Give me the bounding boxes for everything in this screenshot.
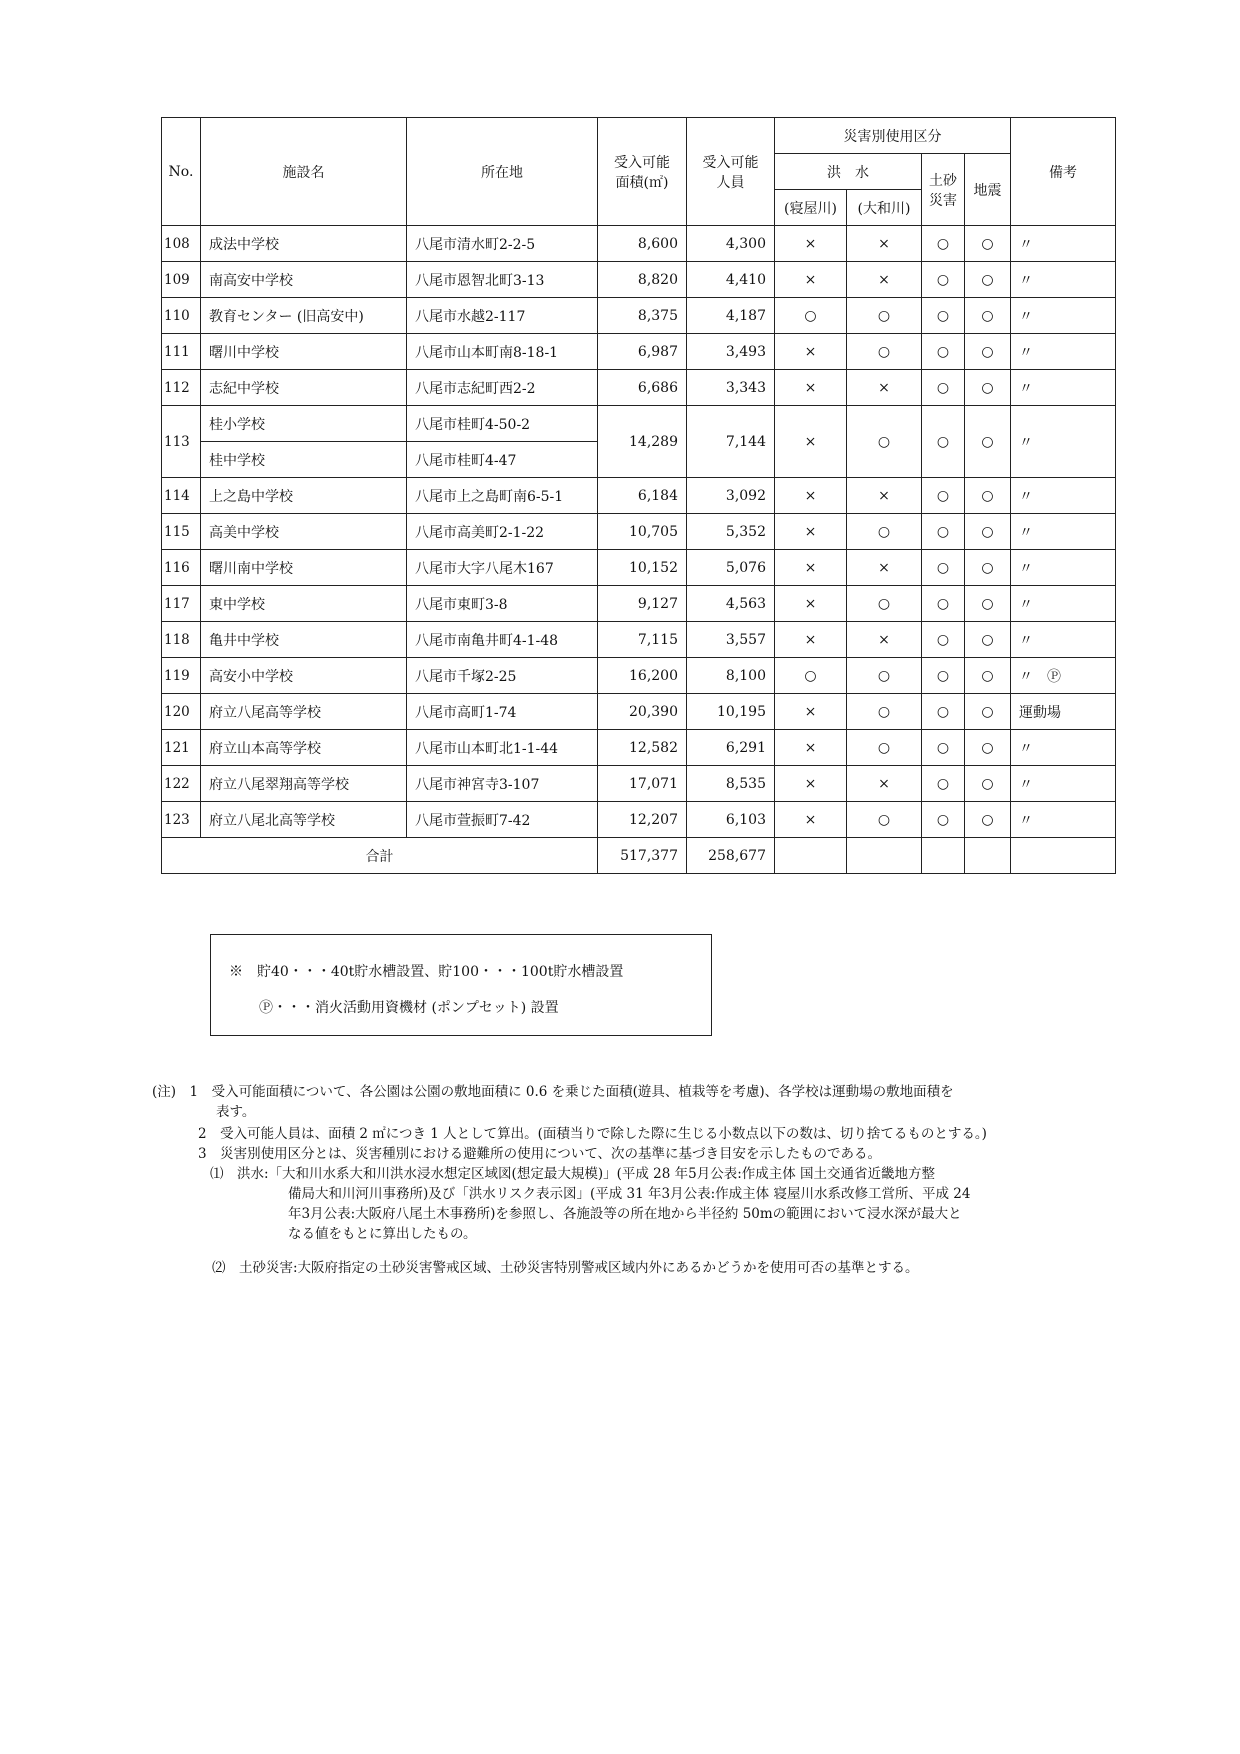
- col-area-line1: 受入可能: [614, 154, 670, 171]
- cell-remarks: 〃: [1011, 298, 1116, 334]
- cell-no: 110: [162, 298, 201, 334]
- cell-area: 16,200: [598, 658, 687, 694]
- cell-flood-neyagawa: ×: [775, 730, 847, 766]
- total-empty: [922, 838, 965, 874]
- table-row: [162, 226, 1116, 262]
- table-row: [162, 406, 1116, 442]
- cell-name: 高美中学校: [201, 514, 407, 550]
- cell-people: 3,557: [687, 622, 775, 658]
- cell-name: 府立八尾北高等学校: [201, 802, 407, 838]
- cell-flood-neyagawa: ×: [775, 766, 847, 802]
- cell-landslide: ○: [922, 334, 965, 370]
- cell-remarks: 運動場: [1011, 694, 1116, 730]
- note-3-1a: ⑴ 洪水:「大和川水系大和川洪水浸水想定区域図(想定最大規模)」(平成 28 年5月公表:作成主体 国土交通省近畿地方整: [210, 1166, 936, 1182]
- table-row: [162, 658, 1116, 694]
- table-row: [162, 550, 1116, 586]
- cell-area: 17,071: [598, 766, 687, 802]
- cell-earthquake: ○: [965, 802, 1011, 838]
- cell-landslide: ○: [922, 262, 965, 298]
- col-flood: 洪 水: [775, 154, 922, 190]
- table-row: [162, 802, 1116, 838]
- cell-address: 八尾市清水町2-2-5: [407, 226, 598, 262]
- cell-flood-yamato: ×: [847, 478, 922, 514]
- cell-earthquake: ○: [965, 586, 1011, 622]
- cell-flood-yamato: ×: [847, 766, 922, 802]
- cell-flood-neyagawa: ×: [775, 334, 847, 370]
- cell-flood-yamato: ○: [847, 730, 922, 766]
- col-river-neyagawa: (寝屋川): [775, 190, 847, 226]
- cell-no: 119: [162, 658, 201, 694]
- col-disaster: 災害別使用区分: [775, 118, 1011, 154]
- cell-name: 府立八尾高等学校: [201, 694, 407, 730]
- col-people-line1: 受入可能: [702, 154, 759, 171]
- cell-flood-yamato: ○: [847, 658, 922, 694]
- cell-landslide: ○: [922, 730, 965, 766]
- cell-flood-yamato: ○: [847, 514, 922, 550]
- cell-address: 八尾市上之島町南6-5-1: [407, 478, 598, 514]
- cell-earthquake: ○: [965, 550, 1011, 586]
- cell-flood-neyagawa: ○: [775, 298, 847, 334]
- col-people-line2: 人員: [716, 174, 745, 191]
- col-people: [687, 118, 775, 226]
- cell-no: 122: [162, 766, 201, 802]
- cell-remarks: 〃: [1011, 514, 1116, 550]
- cell-people: 6,103: [687, 802, 775, 838]
- table-header: [162, 118, 1116, 226]
- cell-flood-neyagawa: ×: [775, 694, 847, 730]
- cell-flood-yamato: ×: [847, 226, 922, 262]
- cell-address: 八尾市志紀町西2-2: [407, 370, 598, 406]
- cell-flood-neyagawa: ×: [775, 514, 847, 550]
- cell-earthquake: ○: [965, 298, 1011, 334]
- col-landslide-line2: 災害: [929, 192, 957, 209]
- cell-flood-neyagawa: ×: [775, 550, 847, 586]
- cell-address: 八尾市大字八尾木167: [407, 550, 598, 586]
- cell-area: 6,686: [598, 370, 687, 406]
- cell-people: 4,300: [687, 226, 775, 262]
- cell-earthquake: ○: [965, 622, 1011, 658]
- cell-flood-yamato: ○: [847, 334, 922, 370]
- table-row: [162, 730, 1116, 766]
- cell-name: 府立八尾翠翔高等学校: [201, 766, 407, 802]
- table-row: [162, 370, 1116, 406]
- cell-flood-neyagawa: ×: [775, 586, 847, 622]
- cell-name: 東中学校: [201, 586, 407, 622]
- cell-no: 115: [162, 514, 201, 550]
- table-row: [162, 334, 1116, 370]
- cell-no: 117: [162, 586, 201, 622]
- cell-earthquake: ○: [965, 766, 1011, 802]
- cell-people: 3,092: [687, 478, 775, 514]
- cell-name: 曙川南中学校: [201, 550, 407, 586]
- cell-address: 八尾市千塚2-25: [407, 658, 598, 694]
- table-row: [162, 298, 1116, 334]
- cell-remarks: 〃: [1011, 802, 1116, 838]
- table-body-a: [162, 226, 1116, 406]
- table-row: [162, 622, 1116, 658]
- cell-no: 112: [162, 370, 201, 406]
- cell-area: 12,207: [598, 802, 687, 838]
- cell-address: 八尾市高美町2-1-22: [407, 514, 598, 550]
- cell-area: 7,115: [598, 622, 687, 658]
- col-address: 所在地: [407, 118, 598, 226]
- cell-landslide: ○: [922, 550, 965, 586]
- cell-flood-neyagawa: ×: [775, 370, 847, 406]
- cell-address: 八尾市桂町4-47: [407, 442, 598, 478]
- shelter-table: [161, 117, 1116, 874]
- cell-people: 4,187: [687, 298, 775, 334]
- cell-earthquake: ○: [965, 694, 1011, 730]
- cell-address: 八尾市南亀井町4-1-48: [407, 622, 598, 658]
- total-people: 258,677: [687, 838, 775, 874]
- note-3: 3 災害別使用区分とは、災害種別における避難所の使用について、次の基準に基づき目安を示したものである。: [198, 1146, 882, 1162]
- cell-name: 上之島中学校: [201, 478, 407, 514]
- col-area: [598, 118, 687, 226]
- table-total: [162, 838, 1116, 874]
- table-row: [162, 586, 1116, 622]
- cell-flood-yamato: ×: [847, 370, 922, 406]
- cell-name: 曙川中学校: [201, 334, 407, 370]
- cell-people: 3,343: [687, 370, 775, 406]
- table-row: [162, 694, 1116, 730]
- cell-remarks: 〃: [1011, 766, 1116, 802]
- total-area: 517,377: [598, 838, 687, 874]
- cell-area: 14,289: [598, 406, 687, 478]
- note-1b: 表す。: [216, 1104, 256, 1120]
- cell-address: 八尾市恩智北町3-13: [407, 262, 598, 298]
- table-row: [162, 766, 1116, 802]
- cell-earthquake: ○: [965, 370, 1011, 406]
- table-body-b: [162, 478, 1116, 838]
- col-landslide: [922, 154, 965, 226]
- cell-people: 4,410: [687, 262, 775, 298]
- cell-area: 8,820: [598, 262, 687, 298]
- cell-name: 成法中学校: [201, 226, 407, 262]
- note-1a: (注) 1 受入可能面積について、各公園は公園の敷地面積に 0.6 を乗じた面積(遊具、植栽等を考慮)、各学校は運動場の敷地面積を: [152, 1084, 954, 1100]
- cell-address: 八尾市東町3-8: [407, 586, 598, 622]
- cell-earthquake: ○: [965, 514, 1011, 550]
- col-no: No.: [162, 118, 201, 226]
- cell-no: 121: [162, 730, 201, 766]
- total-empty: [775, 838, 847, 874]
- cell-people: 10,195: [687, 694, 775, 730]
- cell-no: 123: [162, 802, 201, 838]
- cell-address: 八尾市山本町南8-18-1: [407, 334, 598, 370]
- cell-landslide: ○: [922, 658, 965, 694]
- cell-remarks: 〃: [1011, 370, 1116, 406]
- cell-no: 113: [162, 406, 201, 478]
- cell-address: 八尾市山本町北1-1-44: [407, 730, 598, 766]
- cell-area: 10,705: [598, 514, 687, 550]
- cell-flood-yamato: ×: [847, 550, 922, 586]
- cell-people: 8,100: [687, 658, 775, 694]
- cell-people: 5,076: [687, 550, 775, 586]
- table-row: [162, 478, 1116, 514]
- cell-flood-neyagawa: ×: [775, 226, 847, 262]
- total-row: [162, 838, 1116, 874]
- col-landslide-line1: 土砂: [929, 172, 957, 189]
- cell-earthquake: ○: [965, 658, 1011, 694]
- table-row: [162, 514, 1116, 550]
- cell-remarks: 〃: [1011, 478, 1116, 514]
- cell-remarks: 〃: [1011, 586, 1116, 622]
- cell-name: 亀井中学校: [201, 622, 407, 658]
- cell-landslide: ○: [922, 406, 965, 478]
- cell-name: 高安小中学校: [201, 658, 407, 694]
- cell-address: 八尾市神宮寺3-107: [407, 766, 598, 802]
- cell-area: 6,184: [598, 478, 687, 514]
- cell-flood-neyagawa: ×: [775, 406, 847, 478]
- cell-landslide: ○: [922, 586, 965, 622]
- cell-no: 109: [162, 262, 201, 298]
- note-3-2: ⑵ 土砂災害:大阪府指定の土砂災害警戒区域、土砂災害特別警戒区域内外にあるかどうかを使用可否の基準とする。: [212, 1260, 919, 1276]
- cell-earthquake: ○: [965, 226, 1011, 262]
- col-remarks: 備考: [1011, 118, 1116, 226]
- cell-landslide: ○: [922, 514, 965, 550]
- cell-earthquake: ○: [965, 730, 1011, 766]
- cell-area: 10,152: [598, 550, 687, 586]
- total-empty: [847, 838, 922, 874]
- cell-flood-neyagawa: ×: [775, 262, 847, 298]
- col-area-line2: 面積(㎡): [615, 174, 669, 191]
- cell-name: 桂中学校: [201, 442, 407, 478]
- legend-line-tank: ※ 貯40・・・40t貯水槽設置、貯100・・・100t貯水槽設置: [229, 964, 624, 980]
- cell-flood-neyagawa: ×: [775, 622, 847, 658]
- cell-landslide: ○: [922, 766, 965, 802]
- cell-area: 6,987: [598, 334, 687, 370]
- cell-flood-neyagawa: ○: [775, 658, 847, 694]
- note-3-1c: 年3月公表:大阪府八尾土木事務所)を参照し、各施設等の所在地から半径約 50mの範囲において浸水深が最大と: [288, 1206, 962, 1222]
- cell-area: 20,390: [598, 694, 687, 730]
- cell-remarks: 〃: [1011, 550, 1116, 586]
- cell-flood-yamato: ○: [847, 802, 922, 838]
- cell-no: 120: [162, 694, 201, 730]
- cell-no: 116: [162, 550, 201, 586]
- note-2: 2 受入可能人員は、面積 2 ㎡につき 1 人として算出。(面積当りで除した際に生じる小数点以下の数は、切り捨てるものとする。): [198, 1126, 987, 1142]
- cell-people: 5,352: [687, 514, 775, 550]
- legend-box: [210, 934, 712, 1036]
- cell-remarks: 〃: [1011, 406, 1116, 478]
- cell-remarks: 〃: [1011, 730, 1116, 766]
- cell-people: 7,144: [687, 406, 775, 478]
- cell-earthquake: ○: [965, 406, 1011, 478]
- cell-people: 3,493: [687, 334, 775, 370]
- cell-no: 108: [162, 226, 201, 262]
- table-body-113: [162, 406, 1116, 478]
- cell-earthquake: ○: [965, 262, 1011, 298]
- cell-landslide: ○: [922, 478, 965, 514]
- cell-flood-yamato: ×: [847, 262, 922, 298]
- cell-landslide: ○: [922, 802, 965, 838]
- cell-earthquake: ○: [965, 334, 1011, 370]
- cell-name: 教育センター (旧高安中): [201, 298, 407, 334]
- cell-no: 118: [162, 622, 201, 658]
- cell-no: 114: [162, 478, 201, 514]
- total-label: 合計: [162, 838, 598, 874]
- cell-no: 111: [162, 334, 201, 370]
- cell-remarks: 〃: [1011, 226, 1116, 262]
- cell-name: 府立山本高等学校: [201, 730, 407, 766]
- cell-people: 8,535: [687, 766, 775, 802]
- cell-flood-neyagawa: ×: [775, 802, 847, 838]
- col-earthquake: 地震: [965, 154, 1011, 226]
- legend-line-pump: Ⓟ・・・消火活動用資機材 (ポンプセット) 設置: [259, 1000, 559, 1016]
- total-empty: [1011, 838, 1116, 874]
- cell-remarks: 〃: [1011, 622, 1116, 658]
- cell-flood-yamato: ○: [847, 694, 922, 730]
- col-name: 施設名: [201, 118, 407, 226]
- cell-remarks: 〃: [1011, 334, 1116, 370]
- cell-earthquake: ○: [965, 478, 1011, 514]
- total-empty: [965, 838, 1011, 874]
- cell-landslide: ○: [922, 370, 965, 406]
- cell-flood-yamato: ○: [847, 586, 922, 622]
- table-row: [162, 262, 1116, 298]
- cell-landslide: ○: [922, 226, 965, 262]
- cell-flood-yamato: ○: [847, 298, 922, 334]
- cell-address: 八尾市萱振町7-42: [407, 802, 598, 838]
- cell-people: 6,291: [687, 730, 775, 766]
- cell-name: 南高安中学校: [201, 262, 407, 298]
- cell-people: 4,563: [687, 586, 775, 622]
- cell-area: 8,375: [598, 298, 687, 334]
- cell-name: 志紀中学校: [201, 370, 407, 406]
- cell-area: 8,600: [598, 226, 687, 262]
- note-3-1d: なる値をもとに算出したもの。: [288, 1226, 477, 1242]
- cell-landslide: ○: [922, 298, 965, 334]
- col-river-yamato: (大和川): [847, 190, 922, 226]
- note-3-1b: 備局大和川河川事務所)及び「洪水リスク表示図」(平成 31 年3月公表:作成主体 寝屋川水系改修工営所、平成 24: [288, 1186, 971, 1202]
- cell-remarks: 〃 Ⓟ: [1011, 658, 1116, 694]
- cell-area: 12,582: [598, 730, 687, 766]
- cell-flood-neyagawa: ×: [775, 478, 847, 514]
- cell-name: 桂小学校: [201, 406, 407, 442]
- cell-flood-yamato: ×: [847, 622, 922, 658]
- cell-remarks: 〃: [1011, 262, 1116, 298]
- cell-landslide: ○: [922, 694, 965, 730]
- cell-address: 八尾市桂町4-50-2: [407, 406, 598, 442]
- cell-address: 八尾市高町1-74: [407, 694, 598, 730]
- cell-address: 八尾市水越2-117: [407, 298, 598, 334]
- cell-area: 9,127: [598, 586, 687, 622]
- cell-flood-yamato: ○: [847, 406, 922, 478]
- cell-landslide: ○: [922, 622, 965, 658]
